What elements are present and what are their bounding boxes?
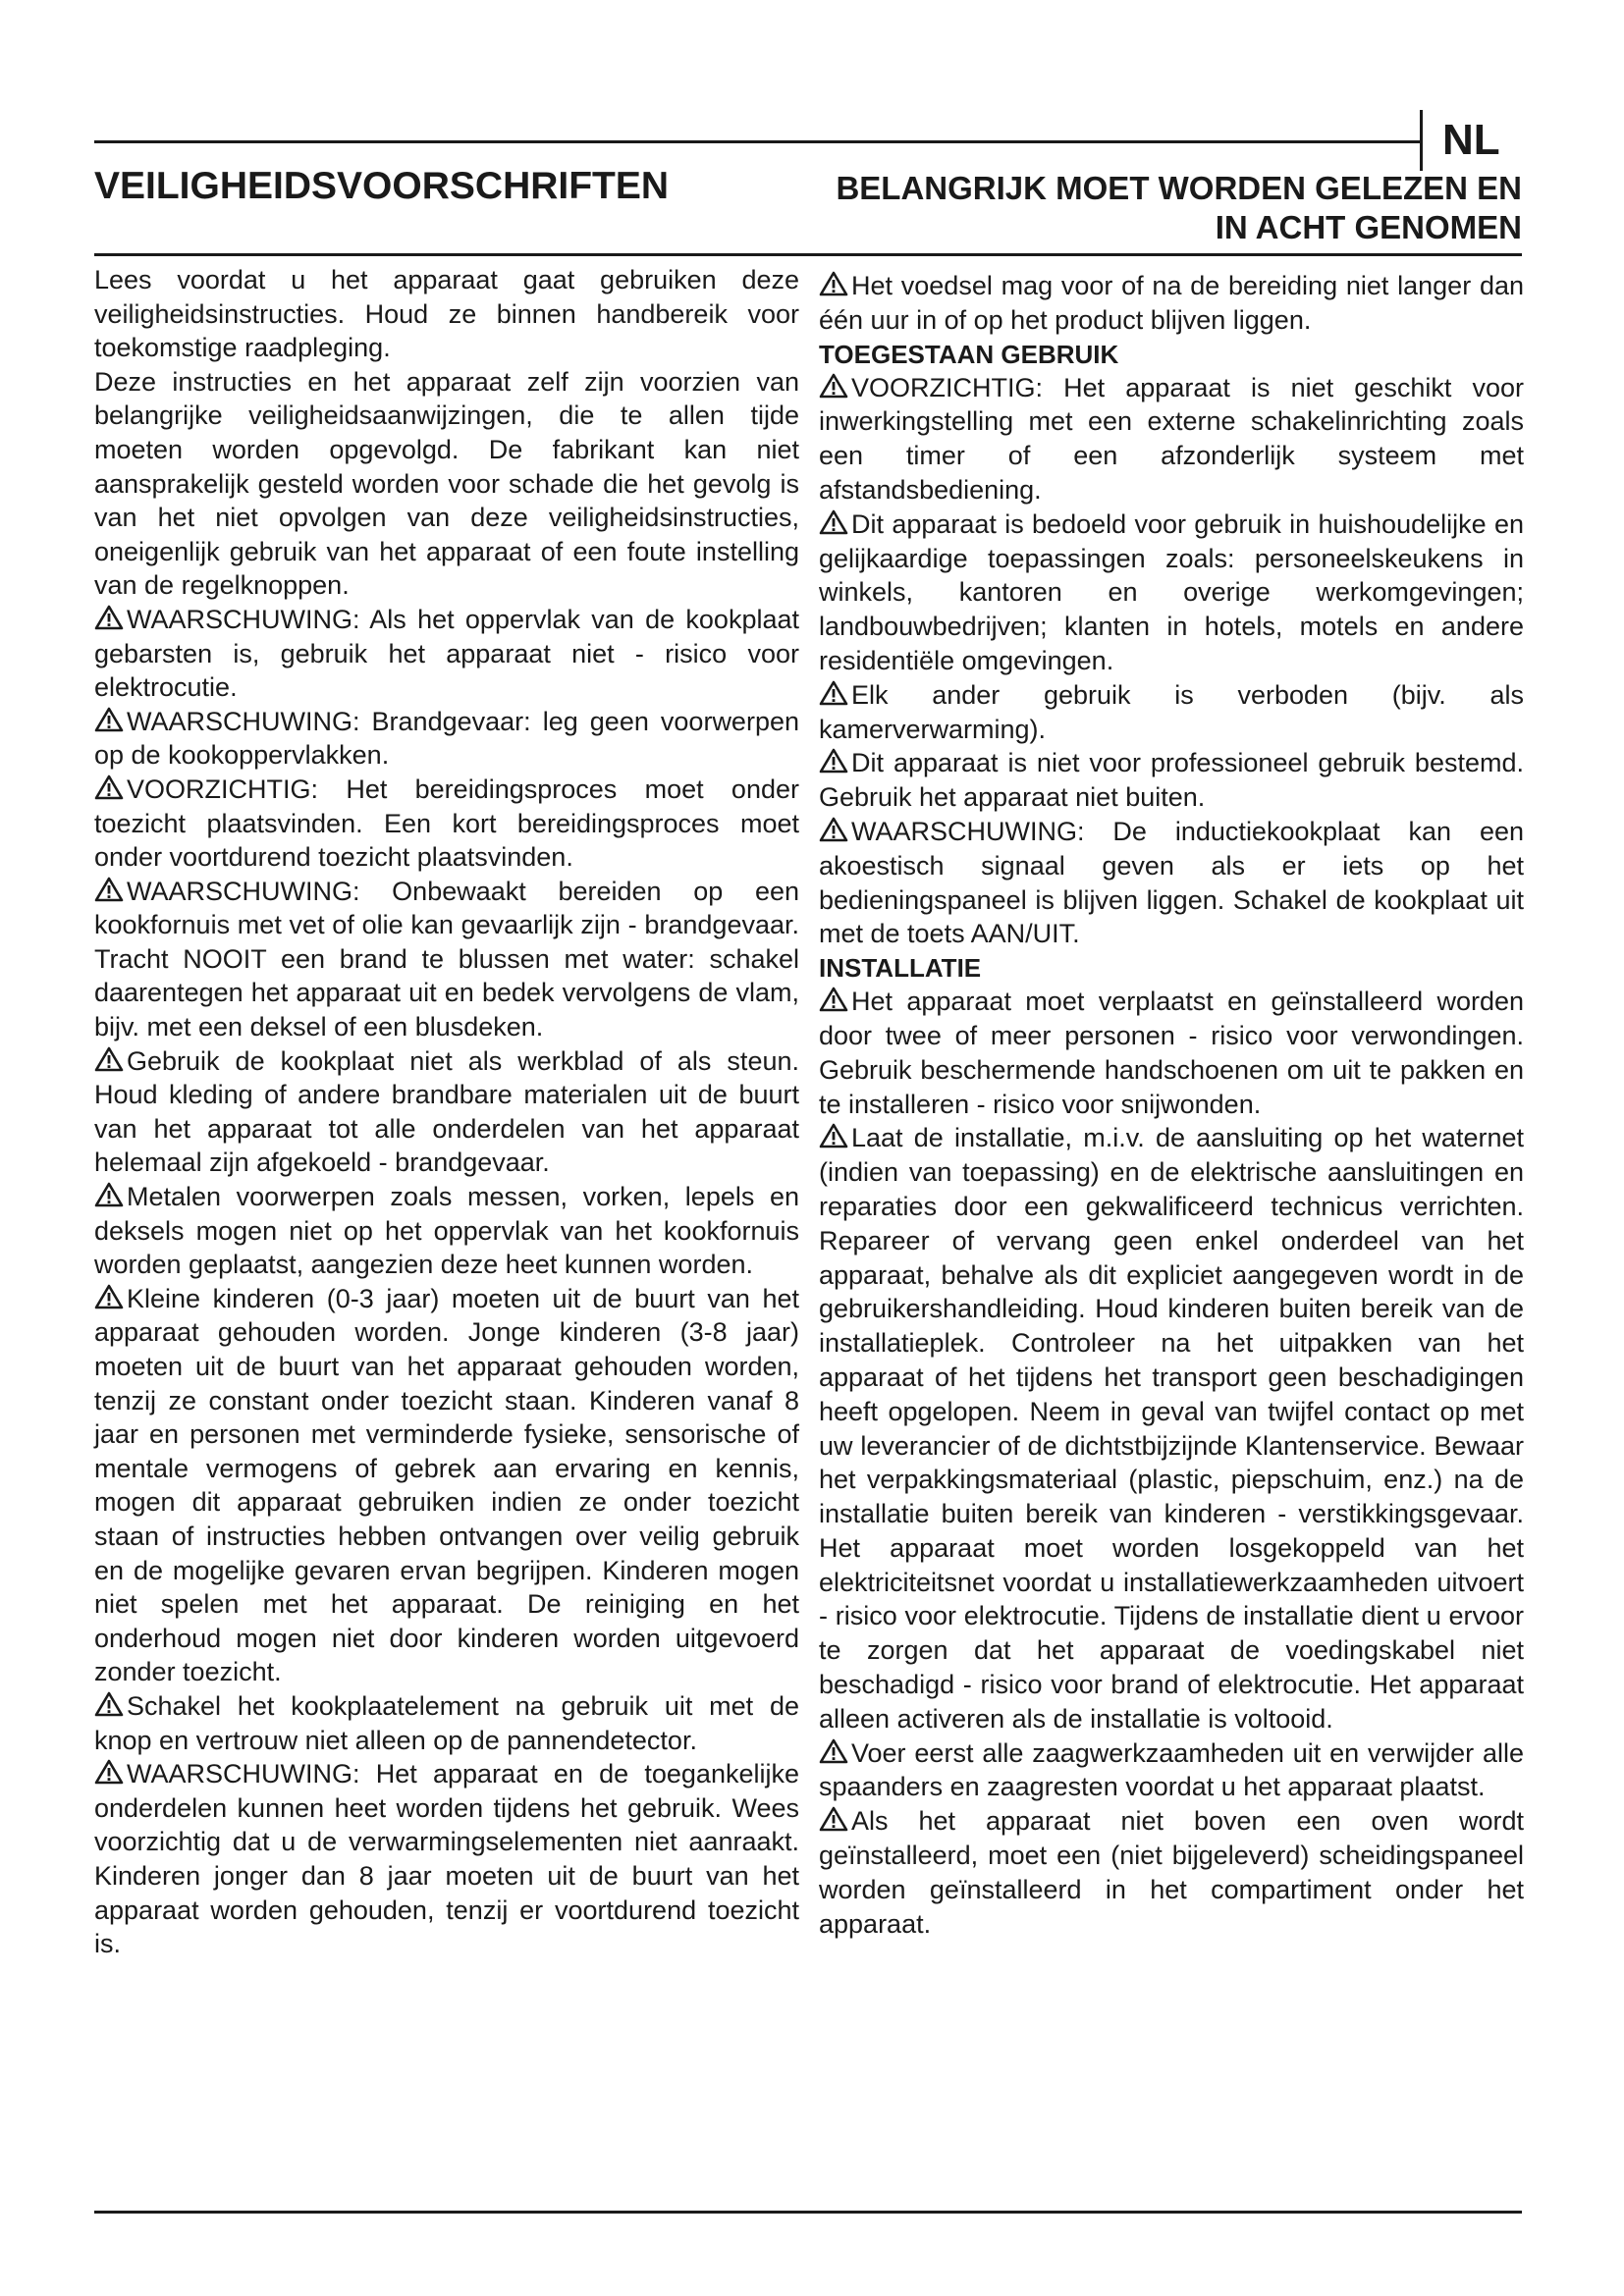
safety-item — [819, 1736, 1524, 1805]
safety-item-text: WAARSCHUWING: Het apparaat en de toegankelijke onderdelen kunnen heet worden tijdens het gebruik. Wees voorzichtig dat u de verwarmingselementen niet aanraakt. Kinderen jonger dan 8 jaar moeten uit de buurt van het apparaat worden gehouden, tenzij er voortdurend toezicht is. — [94, 1759, 799, 1959]
safety-item-text: WAARSCHUWING: De inductiekookplaat kan een akoestisch signaal geven als er iets op het bedieningspaneel is blijven liggen. Schakel de kookplaat uit met de toets AAN/UIT. — [819, 816, 1524, 949]
safety-item — [94, 1757, 799, 1961]
safety-item-text: VOORZICHTIG: Het bereidingsproces moet onder toezicht plaatsvinden. Een kort bereidingsproces moet onder voortdurend toezicht plaatsvinden. — [94, 774, 799, 873]
safety-item-text: Dit apparaat is niet voor professioneel gebruik bestemd. Gebruik het apparaat niet buiten. — [819, 748, 1524, 813]
safety-item — [819, 678, 1524, 747]
safety-item — [94, 603, 799, 705]
intro-paragraph: Lees voordat u het apparaat gaat gebruiken deze veiligheidsinstructies. Houd ze binnen handbereik voor toekomstige raadpleging. — [94, 265, 799, 363]
warning-icon — [819, 680, 848, 706]
safety-item-text: Gebruik de kookplaat niet als werkblad of als steun. Houd kleding of andere brandbare materialen uit de buurt van het apparaat tot alle onderdelen van het apparaat helemaal zijn afgekoeld - brandgevaar. — [94, 1045, 799, 1178]
warning-icon — [819, 987, 848, 1012]
right-column — [819, 269, 1524, 1941]
warning-icon — [94, 1284, 124, 1309]
section-heading-permitted-use: TOEGESTAAN GEBRUIK — [819, 339, 1119, 369]
safety-item — [94, 875, 799, 1044]
safety-item — [94, 1689, 799, 1757]
warning-icon — [94, 1759, 124, 1785]
safety-item — [819, 746, 1524, 815]
safety-item — [94, 1282, 799, 1689]
warning-icon — [819, 748, 848, 774]
language-tag: NL — [1420, 110, 1500, 171]
warning-icon — [94, 1691, 124, 1717]
safety-item-text: Elk ander gebruik is verboden (bijv. als kamerverwarming). — [819, 679, 1524, 744]
safety-item — [819, 1121, 1524, 1735]
warning-icon — [819, 509, 848, 535]
header-rule — [94, 253, 1522, 256]
safety-item-text: Schakel het kookplaatelement na gebruik uit met de knop en vertrouw niet alleen op de pannendetector. — [94, 1690, 799, 1755]
warning-icon — [94, 1046, 124, 1072]
subtitle-line-2: IN ACHT GENOMEN — [1215, 209, 1522, 245]
safety-item-text: Voer eerst alle zaagwerkzaamheden uit en verwijder alle spaanders en zaagresten voordat u het apparaat plaatst. — [819, 1737, 1524, 1802]
safety-item-text: Het apparaat moet verplaatst en geïnstalleerd worden door twee of meer personen - risico voor verwondingen. Gebruik beschermende handschoenen om uit te pakken en te installeren - risico voor snijwonden. — [819, 987, 1524, 1119]
safety-item — [819, 985, 1524, 1121]
subtitle-line-1: BELANGRIJK MOET WORDEN GELEZEN EN — [836, 170, 1522, 206]
left-column — [94, 263, 799, 1961]
warning-icon — [94, 605, 124, 630]
top-rule — [94, 140, 1421, 143]
page-subtitle — [776, 169, 1522, 247]
safety-item-text: Metalen voorwerpen zoals messen, vorken, lepels en deksels mogen niet op het oppervlak van het kookfornuis worden geplaatst, aangezien deze heet kunnen worden. — [94, 1182, 799, 1280]
safety-item-text: Kleine kinderen (0-3 jaar) moeten uit de buurt van het apparaat gehouden worden. Jonge kinderen (3-8 jaar) moeten uit de buurt van het apparaat gehouden worden, tenzij ze constant onder toezicht staan. Kinderen vanaf 8 jaar en personen met verminderde fysieke, sensorische of mentale vermogens of gebrek aan ervaring en kennis, mogen dit apparaat gebruiken indien ze onder toezicht staan of instructies hebben ontvangen over veilig gebruik en de mogelijke gevaren ervan begrijpen. Kinderen mogen niet spelen met het apparaat. De reiniging en het onderhoud mogen niet door kinderen worden uitgevoerd zonder toezicht. — [94, 1283, 799, 1687]
safety-item-text: Dit apparaat is bedoeld voor gebruik in huishoudelijke en gelijkaardige toepassingen zoals: personeelskeukens in winkels, kantoren en overige werkomgevingen; landbouwbedrijven; klanten in hotels, motels en andere residentiële omgevingen. — [819, 508, 1524, 675]
warning-icon — [94, 1182, 124, 1207]
warning-icon — [819, 1738, 848, 1764]
page-title: VEILIGHEIDSVOORSCHRIFTEN — [94, 165, 670, 207]
safety-item — [819, 269, 1524, 338]
safety-item-text: WAARSCHUWING: Brandgevaar: leg geen voorwerpen op de kookoppervlakken. — [94, 706, 799, 771]
safety-item — [819, 371, 1524, 507]
warning-icon — [819, 817, 848, 842]
instructions-paragraph: Deze instructies en het apparaat zelf zijn voorzien van belangrijke veiligheidsaanwijzingen, die te allen tijde moeten worden opgevolgd. De fabrikant kan niet aansprakelijk gesteld worden voor schade die het gevolg is van het niet opvolgen van deze veiligheidsinstructies, oneigenlijk gebruik van het apparaat of een foute instelling van de regelknoppen. — [94, 366, 799, 601]
safety-item — [819, 1804, 1524, 1941]
section-heading-installation: INSTALLATIE — [819, 953, 982, 984]
safety-item — [94, 1180, 799, 1282]
safety-item — [94, 773, 799, 875]
safety-item-text: WAARSCHUWING: Als het oppervlak van de kookplaat gebarsten is, gebruik het apparaat niet - risico voor elektrocutie. — [94, 604, 799, 703]
warning-icon — [819, 271, 848, 296]
safety-item — [94, 1044, 799, 1180]
warning-icon — [819, 373, 848, 399]
safety-item-text: VOORZICHTIG: Het apparaat is niet geschikt voor inwerkingstelling met een externe schakelinrichting zoals een timer of een afzonderlijk systeem met afstandsbediening. — [819, 372, 1524, 505]
warning-icon — [819, 1123, 848, 1148]
footer-rule — [94, 2211, 1522, 2214]
warning-icon — [819, 1806, 848, 1832]
safety-item-text: Als het apparaat niet boven een oven wordt geïnstalleerd, moet een (niet bijgeleverd) scheidingspaneel worden geïnstalleerd in het compartiment onder het apparaat. — [819, 1806, 1524, 1939]
safety-item-text: Laat de installatie, m.i.v. de aansluiting op het waternet (indien van toepassing) en de elektrische aansluitingen en reparaties door een gekwalificeerd technicus verrichten. Repareer of vervang geen enkel onderdeel van het apparaat, behalve als dit expliciet aangegeven wordt in de gebruikershandleiding. Houd kinderen buiten bereik van de installatieplek. Controleer na het uitpakken van het apparaat of het tijdens het transport geen beschadigingen heeft opgelopen. Neem in geval van twijfel contact op met uw leverancier of de dichtstbijzijnde Klantenservice. Bewaar het verpakkingsmateriaal (plastic, piepschuim, enz.) na de installatie buiten bereik van kinderen - verstikkingsgevaar. Het apparaat moet worden losgekoppeld van het elektriciteitsnet voordat u installatiewerkzaamheden uitvoert - risico voor elektrocutie. Tijdens de installatie dient u ervoor te zorgen dat het apparaat de voedingskabel niet beschadigd - risico voor brand of elektrocutie. Het apparaat alleen activeren als de installatie is voltooid. — [819, 1123, 1524, 1734]
warning-icon — [94, 774, 124, 800]
warning-icon — [94, 877, 124, 902]
safety-item — [819, 815, 1524, 951]
safety-item — [94, 705, 799, 773]
safety-item-text: Het voedsel mag voor of na de bereiding niet langer dan één uur in of op het product blijven liggen. — [819, 271, 1524, 335]
safety-item-text: WAARSCHUWING: Onbewaakt bereiden op een kookfornuis met vet of olie kan gevaarlijk zijn - brandgevaar. Tracht NOOIT een brand te blussen met water: schakel daarentegen het apparaat uit en bedek vervolgens de vlam, bijv. met een deksel of een blusdeken. — [94, 876, 799, 1042]
safety-item — [819, 507, 1524, 678]
warning-icon — [94, 707, 124, 732]
